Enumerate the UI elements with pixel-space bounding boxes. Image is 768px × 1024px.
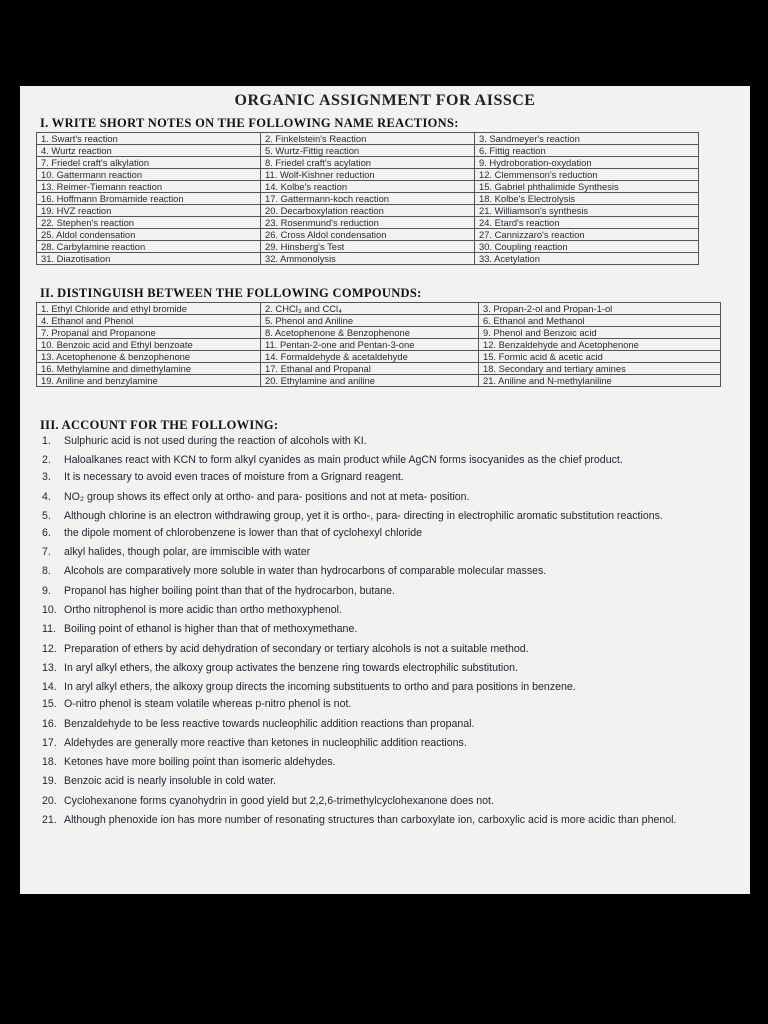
- name-reactions-table: [36, 132, 699, 265]
- item-text: Propanol has higher boiling point than that of the hydrocarbon, butane.: [64, 584, 395, 597]
- table-cell: 8. Friedel craft's acylation: [261, 157, 475, 169]
- table-cell: 31. Diazotisation: [37, 253, 261, 265]
- section-2-heading: II. DISTINGUISH BETWEEN THE FOLLOWING COMPOUNDS:: [40, 286, 422, 300]
- list-item: [42, 775, 734, 788]
- table-row: [37, 303, 721, 315]
- list-item: [42, 527, 734, 540]
- table-cell: 12. Benzaldehyde and Acetophenone: [479, 339, 721, 351]
- item-text: alkyl halides, though polar, are immiscible with water: [64, 546, 311, 559]
- item-number: 20.: [42, 794, 57, 807]
- table-cell: 6. Fittig reaction: [475, 145, 699, 157]
- item-text: Boiling point of ethanol is higher than that of methoxymethane.: [64, 623, 358, 636]
- table-row: [37, 375, 721, 387]
- table-row: [37, 339, 721, 351]
- table-cell: 9. Phenol and Benzoic acid: [479, 327, 721, 339]
- table-cell: 14. Kolbe's reaction: [261, 181, 475, 193]
- table-cell: 10. Benzoic acid and Ethyl benzoate: [37, 339, 261, 351]
- list-item: [42, 585, 734, 598]
- item-number: 9.: [42, 584, 51, 597]
- item-number: 21.: [42, 814, 57, 827]
- table-cell: 21. Williamson's synthesis: [475, 205, 699, 217]
- table-cell: 6. Ethanol and Methanol: [479, 315, 721, 327]
- table-row: [37, 351, 721, 363]
- table-cell: 27. Cannizzaro's reaction: [475, 229, 699, 241]
- item-text: Haloalkanes react with KCN to form alkyl cyanides as main product while AgCN forms isocyanides as the chief product.: [64, 454, 623, 467]
- item-text: the dipole moment of chlorobenzene is lower than that of cyclohexyl chloride: [64, 526, 423, 539]
- table-cell: 3. Sandmeyer's reaction: [475, 133, 699, 145]
- list-item: [42, 795, 734, 808]
- list-item: [42, 435, 734, 448]
- table-cell: 13. Reimer-Tiemann reaction: [37, 181, 261, 193]
- table-cell: 5. Phenol and Aniline: [261, 315, 479, 327]
- list-item: [42, 510, 734, 523]
- item-text: Alcohols are comparatively more soluble in water than hydrocarbons of comparable molecular masses.: [64, 565, 547, 578]
- section-3-heading: III. ACCOUNT FOR THE FOLLOWING:: [40, 418, 279, 432]
- item-text: Ortho nitrophenol is more acidic than ortho methoxyphenol.: [64, 604, 342, 617]
- list-item: [42, 623, 734, 636]
- table-row: [37, 315, 721, 327]
- table-cell: 29. Hinsberg's Test: [261, 241, 475, 253]
- section-1-heading: I. WRITE SHORT NOTES ON THE FOLLOWING NAME REACTIONS:: [40, 116, 459, 130]
- table-cell: 12. Clemmenson's reduction: [475, 169, 699, 181]
- table-cell: 8. Acetophenone & Benzophenone: [261, 327, 479, 339]
- table-row: [37, 181, 699, 193]
- list-item: [42, 546, 734, 559]
- table-cell: 10. Gattermann reaction: [37, 169, 261, 181]
- table-cell: 33. Acetylation: [475, 253, 699, 265]
- table-cell: 24. Etard's reaction: [475, 217, 699, 229]
- item-text: In aryl alkyl ethers, the alkoxy group directs the incoming substituents to ortho and para positions in benzene.: [64, 681, 576, 694]
- item-text: Benzaldehyde to be less reactive towards nucleophilic addition reactions than propanal.: [64, 717, 475, 730]
- table-cell: 13. Acetophenone & benzophenone: [37, 351, 261, 363]
- item-number: 11.: [42, 623, 56, 636]
- table-cell: 19. Aniline and benzylamine: [37, 375, 261, 387]
- item-text: It is necessary to avoid even traces of moisture from a Grignard reagent.: [64, 471, 404, 484]
- table-row: [37, 157, 699, 169]
- table-cell: 16. Methylamine and dimethylamine: [37, 363, 261, 375]
- table-cell: 4. Wurtz reaction: [37, 145, 261, 157]
- list-item: [42, 454, 734, 467]
- table-cell: 17. Ethanal and Propanal: [261, 363, 479, 375]
- item-text: Preparation of ethers by acid dehydration of secondary or tertiary alcohols is not a suitable method.: [64, 642, 529, 655]
- list-item: [42, 662, 734, 675]
- table-cell: 4. Ethanol and Phenol: [37, 315, 261, 327]
- item-text: Benzoic acid is nearly insoluble in cold water.: [64, 775, 276, 788]
- list-item: [42, 814, 734, 827]
- table-row: [37, 327, 721, 339]
- page-title: ORGANIC ASSIGNMENT FOR AISSCE: [234, 92, 536, 109]
- account-list: [42, 435, 734, 831]
- table-row: [37, 145, 699, 157]
- table-row: [37, 217, 699, 229]
- table-cell: 18. Secondary and tertiary amines: [479, 363, 721, 375]
- list-item: [42, 681, 734, 694]
- item-number: 6.: [42, 526, 51, 539]
- item-text: Sulphuric acid is not used during the reaction of alcohols with KI.: [64, 435, 367, 447]
- table-cell: 1. Ethyl Chloride and ethyl bromide: [37, 303, 261, 315]
- table-cell: 15. Formic acid & acetic acid: [479, 351, 721, 363]
- item-number: 12.: [42, 642, 57, 655]
- list-item: [42, 737, 734, 750]
- table-cell: 20. Ethylamine and aniline: [261, 375, 479, 387]
- assignment-sheet: [20, 86, 750, 894]
- table-cell: 26. Cross Aldol condensation: [261, 229, 475, 241]
- list-item: [42, 491, 734, 504]
- list-item: [42, 565, 734, 578]
- list-item: [42, 718, 734, 731]
- table-cell: 14. Formaldehyde & acetaldehyde: [261, 351, 479, 363]
- item-number: 15.: [42, 698, 57, 711]
- list-item: [42, 643, 734, 656]
- table-cell: 25. Aldol condensation: [37, 229, 261, 241]
- table-cell: 21. Aniline and N-methylaniline: [479, 375, 721, 387]
- table-cell: 19. HVZ reaction: [37, 205, 261, 217]
- table-row: [37, 205, 699, 217]
- table-row: [37, 363, 721, 375]
- item-text: Cyclohexanone forms cyanohydrin in good yield but 2,2,6-trimethylcyclohexanone does not.: [64, 794, 494, 807]
- item-text: Although phenoxide ion has more number of resonating structures than carboxylate ion, carboxylic acid is more acidic than phenol.: [64, 814, 677, 827]
- item-number: 17.: [42, 736, 57, 749]
- item-text: In aryl alkyl ethers, the alkoxy group activates the benzene ring towards electrophilic substitution.: [64, 661, 519, 674]
- table-cell: 22. Stephen's reaction: [37, 217, 261, 229]
- item-text: Ketones have more boiling point than isomeric aldehydes.: [64, 756, 336, 769]
- table-cell: 15. Gabriel phthalimide Synthesis: [475, 181, 699, 193]
- table-cell: 1. Swart's reaction: [37, 133, 261, 145]
- table-row: [37, 241, 699, 253]
- item-number: 8.: [42, 565, 51, 578]
- item-text: Aldehydes are generally more reactive than ketones in nucleophilic addition reactions.: [64, 736, 467, 749]
- item-number: 1.: [42, 435, 51, 447]
- table-cell: 30. Coupling reaction: [475, 241, 699, 253]
- item-number: 4.: [42, 490, 51, 503]
- table-cell: 3. Propan-2-ol and Propan-1-ol: [479, 303, 721, 315]
- item-number: 3.: [42, 471, 51, 484]
- table-cell: 32. Ammonolysis: [261, 253, 475, 265]
- list-item: [42, 471, 734, 484]
- table-cell: 28. Carbylamine reaction: [37, 241, 261, 253]
- table-cell: 11. Pentan-2-one and Pentan-3-one: [261, 339, 479, 351]
- table-cell: 7. Propanal and Propanone: [37, 327, 261, 339]
- item-number: 7.: [42, 546, 51, 559]
- item-number: 13.: [42, 661, 57, 674]
- table-row: [37, 169, 699, 181]
- table-row: [37, 193, 699, 205]
- item-text: O-nitro phenol is steam volatile whereas p-nitro phenol is not.: [64, 698, 352, 711]
- item-number: 16.: [42, 717, 57, 730]
- list-item: [42, 698, 734, 711]
- table-cell: 11. Wolf-Kishner reduction: [261, 169, 475, 181]
- distinguish-table: [36, 302, 721, 387]
- table-cell: 20. Decarboxylation reaction: [261, 205, 475, 217]
- item-text: Although chlorine is an electron withdrawing group, yet it is ortho-, para- directing in electrophilic aromatic substitution reactions.: [64, 509, 663, 522]
- table-cell: 9. Hydroboration-oxydation: [475, 157, 699, 169]
- table-row: [37, 229, 699, 241]
- table-cell: 7. Friedel craft's alkylation: [37, 157, 261, 169]
- list-item: [42, 604, 734, 617]
- list-item: [42, 756, 734, 769]
- table-cell: 18. Kolbe's Electrolysis: [475, 193, 699, 205]
- item-number: 5.: [42, 509, 51, 522]
- table-cell: 23. Rosenmund's reduction: [261, 217, 475, 229]
- table-row: [37, 133, 699, 145]
- item-text: NO₂ group shows its effect only at ortho- and para- positions and not at meta- position.: [64, 490, 470, 503]
- table-cell: 17. Gattermann-koch reaction: [261, 193, 475, 205]
- item-number: 14.: [42, 681, 57, 694]
- item-number: 18.: [42, 756, 57, 769]
- item-number: 10.: [42, 604, 57, 617]
- item-number: 2.: [42, 454, 51, 467]
- item-number: 19.: [42, 775, 57, 788]
- table-cell: 16. Hoffmann Bromamide reaction: [37, 193, 261, 205]
- table-row: [37, 253, 699, 265]
- table-cell: 5. Wurtz-Fittig reaction: [261, 145, 475, 157]
- table-cell: 2. CHCl₃ and CCl₄: [261, 303, 479, 315]
- table-cell: 2. Finkelstein's Reaction: [261, 133, 475, 145]
